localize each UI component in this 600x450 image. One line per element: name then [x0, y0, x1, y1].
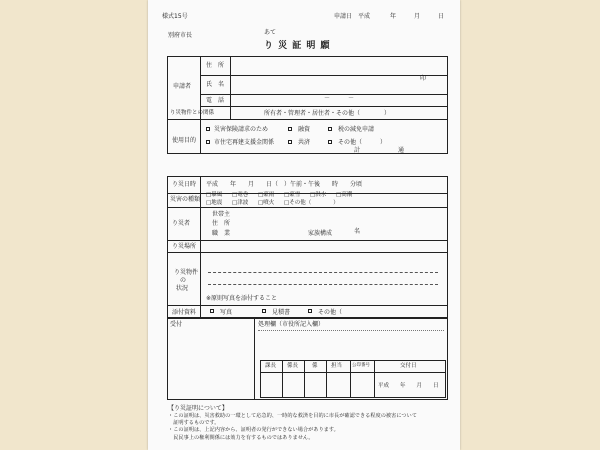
count-unit: 通 — [398, 147, 405, 154]
family-label: 家族構成 — [308, 230, 333, 237]
disaster-type-4[interactable]: □豪雪 — [284, 192, 301, 198]
col-kakari: 係 — [312, 363, 318, 369]
note-line-3: ・この証明は、上記内容から、証明者の発行ができない場合があります。 — [168, 427, 339, 433]
attach-opt-1: 写真 — [220, 309, 233, 316]
addressee: 別府市長 — [168, 32, 193, 39]
disaster-type-5[interactable]: □洪水 — [310, 192, 327, 198]
processing-label: 処理欄（市役所記入欄） — [258, 321, 325, 328]
addressee-ate: あて — [264, 29, 277, 36]
col-tanto: 担当 — [331, 363, 343, 369]
place-label: り災場所 — [172, 243, 197, 250]
attach-opt-2: 見積書 — [272, 309, 291, 316]
disaster-type-9[interactable]: □噴火 — [258, 200, 275, 206]
disaster-type-10[interactable]: □その他（ ） — [284, 200, 339, 206]
attach-checkbox-2[interactable] — [262, 309, 266, 313]
disaster-type-8[interactable]: □津波 — [232, 200, 249, 206]
received-label: 受付 — [170, 321, 183, 328]
purpose-checkbox-3[interactable] — [328, 127, 332, 131]
purpose-opt-6: その他（ ） — [338, 139, 387, 146]
attach-opt-3: その他（ — [318, 309, 343, 316]
disaster-type-6[interactable]: □高潮 — [336, 192, 353, 198]
purpose-checkbox-6[interactable] — [328, 140, 332, 144]
phone-label: 電 話 — [206, 97, 225, 104]
receipt-day: 日 — [438, 13, 445, 20]
status-label-3: 状況 — [176, 285, 189, 292]
family-unit: 名 — [354, 228, 361, 235]
receipt-year: 年 — [390, 13, 397, 20]
disaster-type-3[interactable]: □豪雨 — [258, 192, 275, 198]
status-label-2: の — [180, 277, 187, 284]
phone-separator: － － — [324, 95, 355, 102]
purpose-opt-5: 共済 — [298, 139, 311, 146]
form-document — [148, 0, 460, 450]
issue-date: 平成 年 月 日 — [378, 383, 439, 389]
purpose-checkbox-1[interactable] — [206, 127, 210, 131]
col-kofubi: 交付日 — [400, 363, 417, 369]
receipt-label: 申請日 — [334, 13, 353, 20]
purpose-checkbox-5[interactable] — [288, 140, 292, 144]
disaster-date-value: 平成 年 月 日（ ）午前・午後 時 分頃 — [206, 181, 363, 188]
note-line-2: 証明するものです。 — [168, 420, 220, 426]
note-line-4: 民民事上の権利関係には効力を有するものではありません。 — [168, 435, 314, 441]
purpose-checkbox-2[interactable] — [288, 127, 292, 131]
status-line-2 — [208, 284, 438, 285]
col-kacho: 課長 — [265, 363, 277, 369]
col-koin: 公印番号 — [352, 363, 370, 368]
disaster-type-label: 災害の種類 — [170, 196, 201, 203]
notes-heading: 【り災証明について】 — [168, 405, 228, 412]
address-label: 住 所 — [206, 62, 225, 69]
disaster-type-7[interactable]: □地震 — [206, 200, 223, 206]
purpose-opt-4: 市住宅再建支援金関係 — [214, 139, 275, 146]
disaster-type-2[interactable]: □竜巻 — [232, 192, 249, 198]
attachments-label: 添付資料 — [172, 309, 197, 316]
disaster-type-1[interactable]: □暴風 — [206, 192, 223, 198]
status-line-1 — [208, 272, 438, 273]
receipt-month: 月 — [414, 13, 421, 20]
relation-value: 所有者・管理者・居住者・その他（ ） — [264, 110, 391, 117]
occupation-label: 職 業 — [212, 230, 231, 237]
form-number: 様式15号 — [162, 13, 188, 20]
purpose-label: 使用目的 — [172, 137, 197, 144]
count-label: 計 — [354, 147, 361, 154]
status-label-1: り災物件 — [174, 269, 199, 276]
householder-label: 世帯主 — [212, 211, 231, 218]
purpose-opt-2: 融資 — [298, 126, 311, 133]
photo-note: ※原則写真を添付すること — [206, 295, 278, 302]
attach-checkbox-3[interactable] — [308, 309, 312, 313]
relation-label: り災物件との関係 — [170, 110, 215, 116]
attach-checkbox-1[interactable] — [210, 309, 214, 313]
purpose-opt-1: 災害保険請求のため — [214, 126, 269, 133]
applicant-label: 申請者 — [173, 83, 192, 90]
victim-address-label: 住 所 — [212, 220, 231, 227]
note-line-1: ・この証明は、災害救助の一環として応急的、一時的な救済を目的に市長が確認できる程度の被害について — [168, 413, 417, 419]
seal-mark: 印 — [420, 75, 427, 82]
name-label: 氏 名 — [206, 81, 225, 88]
col-kakaricho: 係長 — [287, 363, 299, 369]
receipt-era: 平成 — [358, 13, 371, 20]
form-title: り 災 証 明 願 — [264, 41, 331, 51]
purpose-opt-3: 税の減免申請 — [338, 126, 375, 133]
disaster-date-label: り災日時 — [172, 181, 197, 188]
victim-label: り災者 — [172, 220, 191, 227]
purpose-checkbox-4[interactable] — [206, 140, 210, 144]
